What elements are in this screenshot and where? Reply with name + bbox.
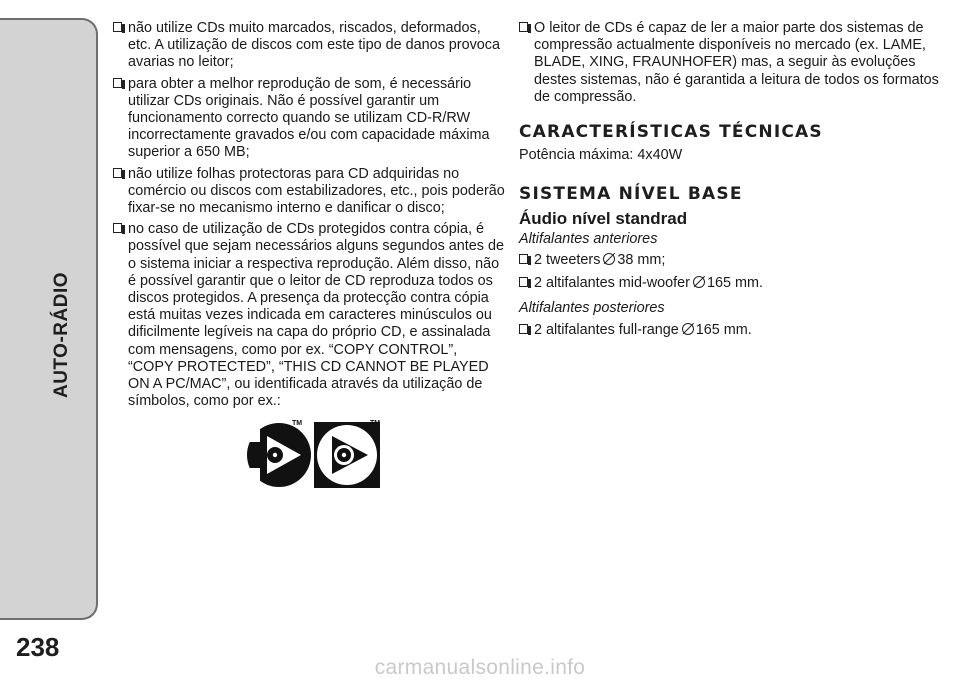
speaker-text: 2 tweeters — [534, 252, 601, 269]
max-power-text: Potência máxima: 4x40W — [519, 147, 683, 164]
checkbox-bullet-icon — [519, 277, 528, 287]
bullet-item — [113, 20, 505, 72]
speaker-item — [519, 252, 939, 269]
bullet-text: O leitor de CDs é capaz de ler a maior parte dos sistemas de compressão actualmente disponíveis no mercado (ex. LAME, BLADE, XING, FRAUNHOFER) mas, a seguir às evoluções destes sistemas, não é garantida a leitura de todos os formatos de compressão. — [534, 20, 939, 105]
checkbox-bullet-icon — [519, 254, 528, 264]
copy-control-disc-logo-icon — [314, 422, 380, 488]
speaker-text: 2 altifalantes full-range — [534, 321, 679, 338]
copy-protected-disc-logo-icon — [246, 422, 312, 488]
bullet-text: no caso de utilização de CDs protegidos contra cópia, é possível que sejam necessários alguns segundos antes de o sistema iniciar a respectiva reprodução. Além disso, não é possível garantir que o leitor de CD reproduza todos os discos protegidos. A presença da protecção contra cópia está muitas vezes indicada em caracteres minúsculos ou dificilmente legíveis na capa do próprio CD, e assinalada com mensagens, como por ex. “COPY CONTROL”, “COPY PROTECTED”, “THIS CD CANNOT BE PLAYED ON A PC/MAC”, ou identificada através da utilização de símbolos, como por ex.: — [128, 221, 504, 410]
checkbox-bullet-icon — [519, 324, 528, 334]
trademark-mark: TM — [370, 420, 381, 427]
checkbox-bullet-icon — [113, 168, 122, 178]
checkbox-bullet-icon — [113, 22, 122, 32]
bullet-item — [519, 20, 939, 106]
diameter-icon — [682, 323, 694, 335]
bullet-item — [113, 76, 505, 162]
bullet-item — [113, 166, 505, 218]
speaker-item — [519, 275, 939, 292]
front-speakers-label: Altifalantes anteriores — [519, 230, 658, 247]
checkbox-bullet-icon — [113, 78, 122, 88]
bullet-text: para obter a melhor reprodução de som, é necessário utilizar CDs originais. Não é possível garantir um funcionamento correcto quando se utilizam CD-R/RW incorrectamente gravados e/ou com capacidade máxima superior a 650 MB; — [128, 75, 490, 161]
rear-speakers-label: Altifalantes posteriores — [519, 300, 665, 317]
checkbox-bullet-icon — [113, 223, 122, 233]
left-column — [113, 20, 505, 414]
speaker-item — [519, 322, 939, 339]
watermark: carmanualsonline.info — [374, 656, 586, 679]
section-title-tech-specs: CARACTERÍSTICAS TÉCNICAS — [519, 122, 823, 143]
speaker-size: 38 mm; — [617, 252, 666, 269]
section-side-tab — [0, 18, 98, 620]
section-label: AUTO-RÁDIO — [51, 271, 72, 399]
speaker-size: 165 mm. — [706, 275, 763, 292]
checkbox-bullet-icon — [519, 22, 528, 32]
speaker-size: 165 mm. — [695, 321, 752, 338]
bullet-text: não utilize CDs muito marcados, riscados, deformados, etc. A utilização de discos com este tipo de danos provoca avarias no leitor; — [128, 20, 500, 71]
section-title-base-system: SISTEMA NÍVEL BASE — [519, 184, 743, 205]
speaker-text: 2 altifalantes mid-woofer — [534, 275, 690, 292]
trademark-mark: TM — [292, 420, 303, 427]
copy-protection-logos — [246, 422, 382, 488]
bullet-text: não utilize folhas protectoras para CD adquiridas no comércio ou discos com estabilizadores, etc., pois poderão fixar-se no mecanismo interno e danificar o disco; — [128, 165, 505, 217]
right-column — [519, 20, 939, 342]
diameter-icon — [693, 276, 705, 288]
bullet-item — [113, 221, 505, 410]
page-number: 238 — [16, 632, 60, 662]
audio-subtitle: Áudio nível standrad — [519, 208, 688, 228]
diameter-icon — [603, 253, 615, 265]
